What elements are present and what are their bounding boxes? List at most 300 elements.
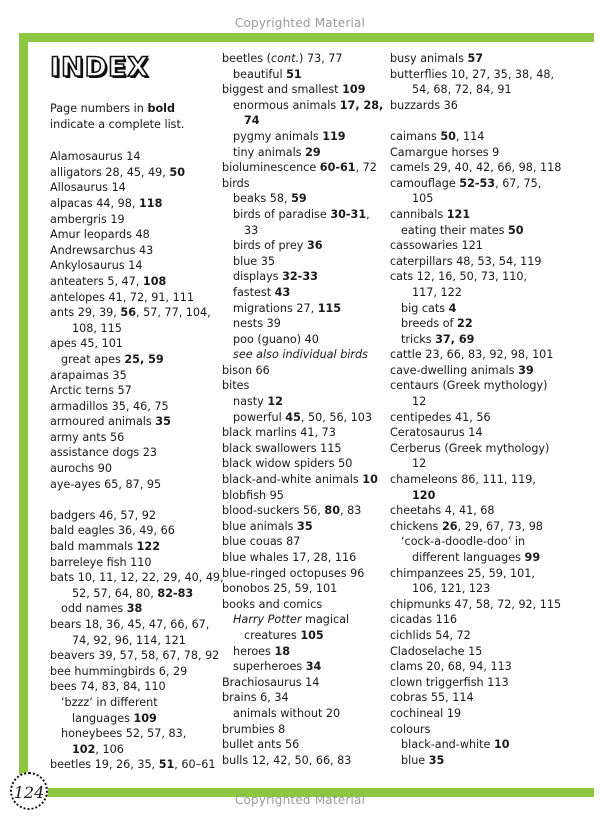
entry-bold-pages: 38 xyxy=(126,602,143,616)
index-entry xyxy=(222,550,382,566)
entry-bold-pages: 43 xyxy=(274,285,291,299)
entry-text: cheetahs 4, 41, 68 xyxy=(390,504,495,518)
entry-bold-pages: 74 xyxy=(244,114,260,128)
entry-text: beavers 39, 57, 58, 67, 78, 92 xyxy=(50,649,220,663)
index-entry-continuation xyxy=(222,113,382,129)
entry-text: 108, 115 xyxy=(72,321,122,335)
index-entry xyxy=(390,145,590,161)
entry-text: beetles 19, 26, 35, xyxy=(50,758,159,772)
entry-text: cannibals xyxy=(390,207,447,221)
entry-text: buzzards 36 xyxy=(390,98,458,112)
entry-text-after: , 57, 77, 104, xyxy=(136,306,211,320)
entry-text-after: , 67, 75, xyxy=(495,176,542,190)
entry-text: 52, 57, 64, 80, xyxy=(72,586,158,600)
index-entry-continuation xyxy=(390,394,590,410)
entry-bold-pages: 80 xyxy=(324,504,340,518)
entry-text: nests 39 xyxy=(233,317,281,331)
index-entry xyxy=(222,472,382,488)
index-entry xyxy=(390,160,590,176)
index-entry-continuation xyxy=(50,742,210,758)
entry-text: tricks xyxy=(401,332,436,346)
index-entry-continuation xyxy=(390,456,590,472)
entry-text: odd names xyxy=(61,602,127,616)
entry-bold-pages: 32-33 xyxy=(282,270,318,284)
entry-bold-pages: 105 xyxy=(300,628,324,642)
entry-text: bald eagles 36, 49, 66 xyxy=(50,524,175,538)
entry-text: 105 xyxy=(412,192,434,206)
index-entry xyxy=(222,534,382,550)
entry-text: black-and-white animals xyxy=(222,473,363,487)
index-subentry xyxy=(222,706,382,722)
page-number-badge: 124 xyxy=(10,772,48,810)
entry-text: bees 74, 83, 84, 110 xyxy=(50,680,166,694)
entry-text-after: , 83 xyxy=(339,504,362,518)
index-entry xyxy=(222,675,382,691)
index-entry xyxy=(222,722,382,738)
entry-bold-pages: 109 xyxy=(133,711,157,725)
index-subentry xyxy=(222,145,382,161)
entry-text: Brachiosaurus 14 xyxy=(222,675,320,689)
entry-text: camouflage xyxy=(390,176,460,190)
entry-text: apes 45, 101 xyxy=(50,337,123,351)
index-subentry xyxy=(222,238,382,254)
index-entry xyxy=(222,519,382,535)
index-entry xyxy=(50,165,210,181)
entry-text: big cats xyxy=(401,301,449,315)
index-entry xyxy=(50,570,224,586)
index-entry xyxy=(390,207,590,223)
index-entry xyxy=(50,243,210,259)
index-entry xyxy=(50,336,210,352)
entry-text: Camargue horses 9 xyxy=(390,145,500,159)
index-subentry xyxy=(222,316,382,332)
entry-bold-pages: 50 xyxy=(440,129,456,143)
entry-text: Cladoselache 15 xyxy=(390,644,483,658)
index-subentry xyxy=(50,726,210,742)
entry-bold-pages: 118 xyxy=(139,196,163,210)
index-entry xyxy=(390,472,590,488)
entry-text: ‘cock-a-doodle-doo’ in xyxy=(401,535,526,549)
entry-text-after: , 29, 67, 73, 98 xyxy=(457,519,543,533)
entry-text: caimans xyxy=(390,129,441,143)
index-entry xyxy=(390,347,590,363)
entry-text: arapaimas 35 xyxy=(50,368,127,382)
index-entry xyxy=(390,410,590,426)
entry-bold-pages: 12 xyxy=(267,395,283,409)
entry-text: Ankylosaurus 14 xyxy=(50,259,143,273)
entry-text: displays xyxy=(233,270,283,284)
index-entry xyxy=(50,555,210,571)
entry-text: bioluminescence xyxy=(222,161,320,175)
entry-text: books and comics xyxy=(222,597,323,611)
entry-text: bullet ants 56 xyxy=(222,738,300,752)
index-subentry xyxy=(390,534,590,550)
intro-text: Page numbers in xyxy=(50,102,148,115)
entry-text: 54, 68, 72, 84, 91 xyxy=(412,83,512,97)
index-subentry xyxy=(390,316,590,332)
index-entry xyxy=(222,441,382,457)
index-entry xyxy=(50,539,210,555)
index-subentry xyxy=(222,285,382,301)
entry-text: blue xyxy=(401,753,429,767)
index-entry xyxy=(390,51,590,67)
entry-text-after: , 106 xyxy=(95,742,124,756)
index-entry xyxy=(222,82,382,98)
page-title: INDEX xyxy=(50,52,150,83)
index-entry xyxy=(50,508,210,524)
watermark-top: Copyrighted Material xyxy=(234,16,366,30)
entry-text-after: ) 73, 77 xyxy=(299,52,343,65)
index-entry xyxy=(50,648,220,664)
entry-text: eating their mates xyxy=(401,223,509,237)
entry-bold-pages: 35 xyxy=(155,415,171,429)
entry-text: different languages xyxy=(412,551,525,564)
index-entry-continuation xyxy=(390,550,590,566)
index-entry xyxy=(222,503,382,519)
index-entry-continuation xyxy=(390,285,590,301)
entry-bold-pages: 121 xyxy=(446,207,471,221)
entry-text: blue 35 xyxy=(233,254,275,268)
entry-bold-pages: 50 xyxy=(169,165,185,179)
index-subentry xyxy=(222,129,382,145)
index-subentry xyxy=(390,753,590,769)
watermark-bottom: Copyrighted Material xyxy=(234,793,366,807)
index-subentry xyxy=(222,410,382,426)
entry-bold-pages: 39 xyxy=(518,363,534,377)
entry-bold-pages: 119 xyxy=(322,129,346,143)
index-entry xyxy=(50,258,210,274)
index-entry xyxy=(390,628,590,644)
entry-text: aye-ayes 65, 87, 95 xyxy=(50,477,162,491)
index-entry xyxy=(50,664,210,680)
entry-text: busy animals xyxy=(390,52,468,65)
index-entry xyxy=(390,566,590,582)
entry-text: poo (guano) 40 xyxy=(233,332,319,346)
entry-text: powerful xyxy=(233,410,286,424)
entry-text: Amur leopards 48 xyxy=(50,228,150,242)
index-entry xyxy=(50,617,210,633)
entry-text: ‘bzzz’ in different xyxy=(61,695,158,709)
entry-text: alpacas 44, 98, xyxy=(50,196,140,210)
index-entry xyxy=(50,305,210,321)
entry-bold-pages: 108 xyxy=(142,274,167,288)
entry-bold-pages: 51 xyxy=(158,758,175,772)
entry-text: bites xyxy=(222,379,250,393)
index-entry xyxy=(390,378,590,394)
index-subentry xyxy=(222,191,382,207)
entry-text: blobfish 95 xyxy=(222,488,284,502)
entry-text: beautiful xyxy=(233,67,287,81)
entry-text: bonobos 25, 59, 101 xyxy=(222,582,338,596)
index-entry xyxy=(50,445,210,461)
entry-text: brains 6, 34 xyxy=(222,691,289,705)
index-subentry xyxy=(390,737,590,753)
index-entry xyxy=(50,383,210,399)
entry-text: birds xyxy=(222,176,250,190)
entry-text: blue animals xyxy=(222,519,298,533)
index-subentry xyxy=(50,352,210,368)
entry-text: heroes xyxy=(233,644,275,658)
entry-text-after: , 60–61 xyxy=(174,758,216,772)
index-entry xyxy=(222,488,382,504)
entry-text: barreleye fish 110 xyxy=(50,555,152,569)
entry-bold-pages: 51 xyxy=(286,67,302,81)
index-subentry xyxy=(222,67,382,83)
entry-text: enormous animals xyxy=(233,98,340,112)
entry-text: cave-dwelling animals xyxy=(390,363,519,377)
entry-text: Ceratosaurus 14 xyxy=(390,426,483,440)
entry-text: black swallowers 115 xyxy=(222,441,342,455)
entry-bold-pages: 17, 28, xyxy=(339,98,384,112)
index-entry xyxy=(390,67,590,83)
index-subentry xyxy=(222,98,382,114)
entry-text: cassowaries 121 xyxy=(390,239,483,253)
entry-text: centipedes 41, 56 xyxy=(390,410,491,424)
index-subentry xyxy=(222,269,382,285)
entry-bold-pages: 30-31 xyxy=(330,207,367,221)
entry-text: pygmy animals xyxy=(233,129,323,143)
index-entry xyxy=(390,98,590,114)
entry-text: chimpanzees 25, 59, 101, xyxy=(390,566,535,580)
entry-text: animals without 20 xyxy=(233,706,341,720)
entry-bold-pages: 10 xyxy=(494,738,510,752)
entry-text-after: magical xyxy=(301,613,350,627)
entry-bold-pages: 120 xyxy=(412,488,436,502)
entry-bold-pages: 35 xyxy=(297,519,313,533)
entry-text: 12 xyxy=(412,395,427,409)
entry-text: armoured animals xyxy=(50,415,156,429)
index-column-1 xyxy=(50,51,224,773)
index-entry xyxy=(50,212,210,228)
index-entry xyxy=(222,176,382,192)
index-entry xyxy=(390,425,590,441)
index-entry xyxy=(50,461,210,477)
entry-bold-pages: 56 xyxy=(120,306,136,320)
entry-bold-pages: 10 xyxy=(362,473,378,487)
entry-text: superheroes xyxy=(233,660,306,674)
entry-text: Cerberus (Greek mythology) xyxy=(390,441,550,455)
entry-text: cicadas 116 xyxy=(390,613,457,627)
entry-text: biggest and smallest xyxy=(222,83,343,97)
entry-bold-pages: 50 xyxy=(508,223,524,237)
entry-bold-pages: 35 xyxy=(428,753,445,767)
entry-text: chameleons 86, 111, 119, xyxy=(390,473,536,487)
entry-text: bulls 12, 42, 50, 66, 83 xyxy=(222,753,352,767)
entry-text: beetles ( xyxy=(222,52,271,65)
index-entry xyxy=(222,597,382,613)
index-entry-continuation xyxy=(390,581,590,597)
intro-bold-word: bold xyxy=(147,102,175,115)
entry-text: brumbies 8 xyxy=(222,722,286,736)
entry-text: armadillos 35, 46, 75 xyxy=(50,399,169,413)
entry-bold-pages: 18 xyxy=(274,644,291,658)
entry-bold-pages: 60-61 xyxy=(319,161,356,175)
entry-bold-pages: 102 xyxy=(72,742,96,756)
index-subentry xyxy=(222,207,382,223)
index-subentry xyxy=(50,695,210,711)
entry-bold-pages: 25, 59 xyxy=(124,352,164,366)
index-entry xyxy=(390,612,590,628)
entry-text-after: , xyxy=(366,207,370,221)
index-subentry xyxy=(222,254,382,270)
index-subentry xyxy=(222,347,382,363)
entry-bold-pages: 34 xyxy=(305,660,322,674)
index-entry xyxy=(50,399,210,415)
index-subentry xyxy=(222,612,382,628)
index-letter-gap xyxy=(50,492,210,508)
entry-text: bears 18, 36, 45, 47, 66, 67, xyxy=(50,618,210,631)
index-entry xyxy=(390,644,590,660)
entry-text: ambergris 19 xyxy=(50,212,125,226)
index-subentry xyxy=(390,332,590,348)
entry-text: badgers 46, 57, 92 xyxy=(50,508,156,522)
index-entry xyxy=(50,414,210,430)
entry-bold-pages: 45 xyxy=(285,410,301,424)
index-entry xyxy=(50,368,210,384)
index-entry xyxy=(222,51,382,67)
entry-text: black marlins 41, 73 xyxy=(222,426,336,440)
index-entry xyxy=(390,519,590,535)
entry-text: antelopes 41, 72, 91, 111 xyxy=(50,290,194,304)
entry-text: cobras 55, 114 xyxy=(390,691,474,705)
entry-text: ants 29, 39, xyxy=(50,306,121,320)
index-list-1 xyxy=(50,149,224,773)
entry-text: Arctic terns 57 xyxy=(50,384,132,398)
entry-text: clams 20, 68, 94, 113 xyxy=(390,660,512,674)
index-entry-continuation xyxy=(50,586,210,602)
entry-text: bats 10, 11, 12, 22, 29, 40, 49, xyxy=(50,571,224,585)
entry-text: blue whales 17, 28, 116 xyxy=(222,551,357,564)
index-entry xyxy=(50,679,210,695)
entry-bold-pages: 59 xyxy=(291,192,307,206)
entry-bold-pages: 99 xyxy=(524,551,541,564)
intro-note xyxy=(50,101,210,132)
index-subentry xyxy=(390,223,590,239)
entry-bold-pages: 82-83 xyxy=(157,586,194,600)
index-entry xyxy=(390,363,590,379)
index-entry xyxy=(50,477,210,493)
index-entry xyxy=(390,597,590,613)
entry-text: anteaters 5, 47, xyxy=(50,274,143,288)
entry-text-after: , 114 xyxy=(455,129,485,143)
entry-text: breeds of xyxy=(401,317,458,331)
index-entry xyxy=(50,149,210,165)
index-entry xyxy=(390,503,590,519)
index-entry-continuation xyxy=(222,223,382,239)
index-entry xyxy=(390,129,590,145)
entry-text: migrations 27, xyxy=(233,301,318,315)
entry-bold-pages: 52-53 xyxy=(459,176,496,190)
index-entry xyxy=(50,430,210,446)
index-entry xyxy=(390,269,590,285)
entry-text: 117, 122 xyxy=(412,285,462,299)
entry-text: 12 xyxy=(412,457,427,471)
index-entry xyxy=(222,378,382,394)
index-entry xyxy=(222,753,382,769)
entry-bold-pages: 36 xyxy=(306,239,323,253)
index-list-3 xyxy=(390,51,590,768)
entry-text: colours xyxy=(390,722,431,736)
entry-text: Andrewsarchus 43 xyxy=(50,243,154,257)
entry-text: creatures xyxy=(244,628,301,642)
entry-text: great apes xyxy=(61,352,125,366)
index-entry xyxy=(50,290,210,306)
entry-text: butterflies 10, 27, 35, 38, 48, xyxy=(390,67,555,81)
entry-text: blue couas 87 xyxy=(222,535,301,549)
entry-text: honeybees 52, 57, 83, xyxy=(61,727,187,741)
index-subentry xyxy=(222,332,382,348)
index-entry xyxy=(222,690,382,706)
entry-text: centaurs (Greek mythology) xyxy=(390,379,548,393)
index-entry xyxy=(390,254,590,270)
entry-text: cattle 23, 66, 83, 92, 98, 101 xyxy=(390,348,554,362)
index-entry-continuation xyxy=(390,488,590,504)
entry-text: cichlids 54, 72 xyxy=(390,628,471,642)
entry-text-after: , 72 xyxy=(355,161,377,175)
entry-bold-pages: 26 xyxy=(441,519,458,533)
index-entry xyxy=(222,737,382,753)
entry-text: clown triggerfish 113 xyxy=(390,675,509,689)
entry-bold-pages: 122 xyxy=(136,540,160,554)
entry-text: Alamosaurus 14 xyxy=(50,150,141,164)
index-subentry xyxy=(222,301,382,317)
entry-text: 74, 92, 96, 114, 121 xyxy=(72,633,186,647)
index-entry xyxy=(222,363,382,379)
entry-text: aurochs 90 xyxy=(50,462,113,476)
entry-text: blue-ringed octopuses 96 xyxy=(222,566,365,580)
entry-bold-pages: 22 xyxy=(457,317,473,331)
entry-bold-pages: 115 xyxy=(317,301,342,315)
entry-text: languages xyxy=(72,711,134,725)
entry-text: beaks 58, xyxy=(233,192,292,206)
entry-text: 106, 121, 123 xyxy=(412,582,491,596)
index-entry-continuation xyxy=(390,191,590,207)
index-entry xyxy=(390,675,590,691)
index-entry xyxy=(50,757,216,773)
entry-text: bald mammals xyxy=(50,540,137,554)
entry-text: tiny animals xyxy=(233,145,306,159)
entry-bold-pages: 109 xyxy=(342,83,366,97)
index-entry xyxy=(222,581,382,597)
entry-text: bee hummingbirds 6, 29 xyxy=(50,664,188,678)
entry-text: black-and-white xyxy=(401,738,494,752)
index-letter-gap xyxy=(390,113,590,129)
entry-text: Allosaurus 14 xyxy=(50,181,126,195)
index-entry-continuation xyxy=(50,633,210,649)
index-entry xyxy=(390,176,590,192)
index-column-2 xyxy=(222,51,382,768)
index-entry xyxy=(222,566,382,582)
index-entry xyxy=(390,238,590,254)
index-entry xyxy=(390,722,590,738)
entry-text: cats 12, 16, 50, 73, 110, xyxy=(390,270,528,284)
index-entry-continuation xyxy=(50,321,210,337)
index-list-2 xyxy=(222,51,382,768)
index-entry xyxy=(390,690,590,706)
index-entry xyxy=(50,523,210,539)
index-entry xyxy=(222,425,382,441)
entry-text: birds of paradise xyxy=(233,207,331,221)
index-subentry xyxy=(390,301,590,317)
index-entry-continuation xyxy=(50,711,210,727)
entry-text: fastest xyxy=(233,285,275,299)
entry-text: nasty xyxy=(233,395,268,409)
index-entry xyxy=(50,180,210,196)
index-entry xyxy=(50,196,210,212)
index-column-3 xyxy=(390,51,590,768)
entry-bold-pages: 37, 69 xyxy=(435,332,475,346)
entry-bold-pages: 57 xyxy=(467,52,484,65)
